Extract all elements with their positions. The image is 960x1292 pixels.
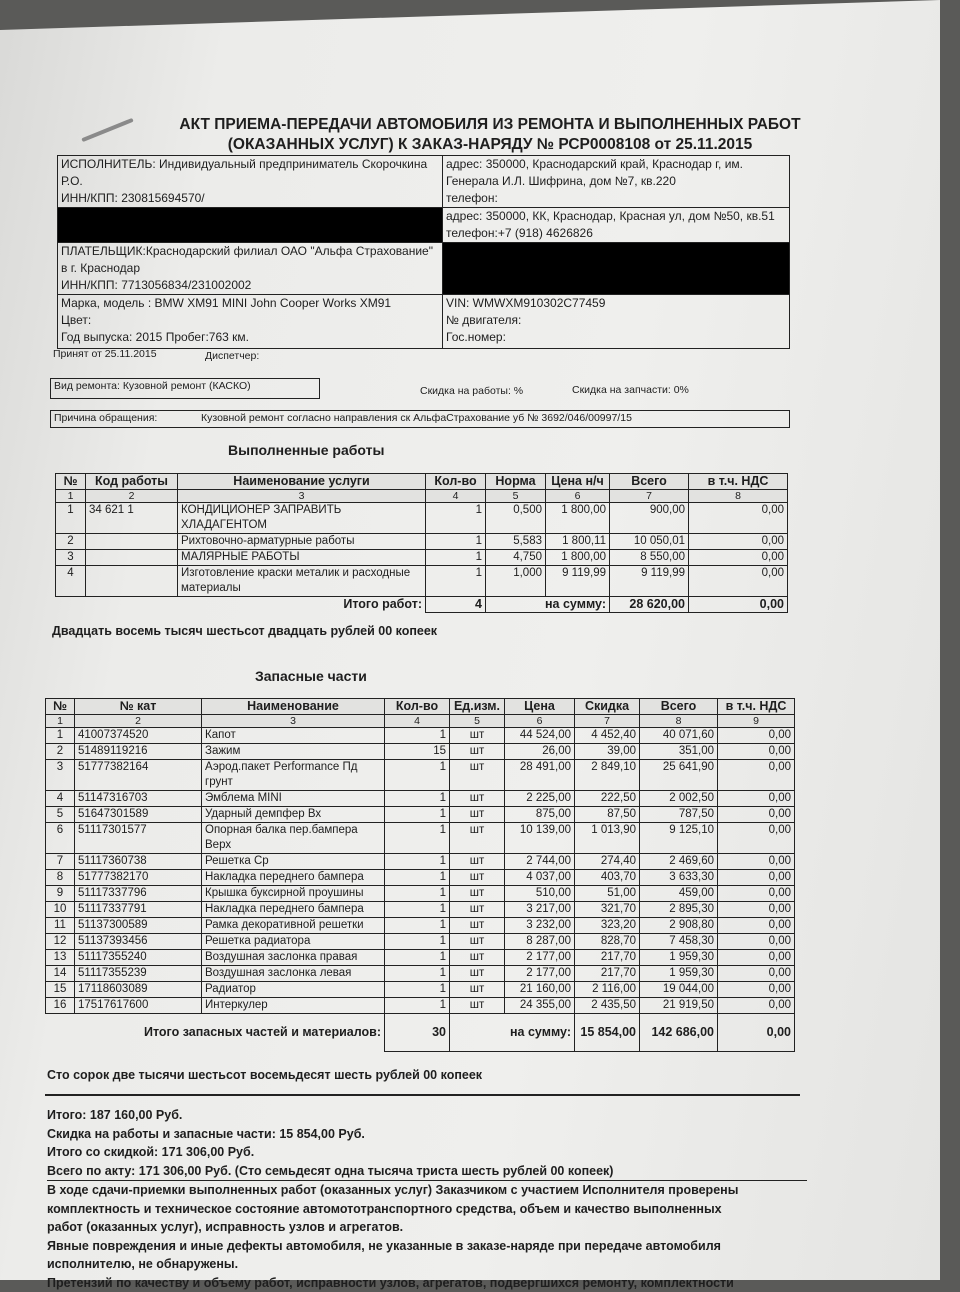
table-cell: 1	[426, 503, 486, 534]
parts-total-label: Итого запасных частей и материалов:	[46, 1014, 385, 1052]
column-number: 7	[575, 715, 640, 728]
column-number: 8	[689, 490, 788, 503]
parts-total-words: Сто сорок две тысячи шестьсот восемьдесят шесть рублей 00 копеек	[47, 1068, 482, 1082]
table-cell: 9 119,99	[610, 566, 689, 597]
works-table	[55, 473, 788, 613]
table-cell: Изготовление краски металик и расходные материалы	[178, 566, 426, 597]
table-cell: Рихтовочно-арматурные работы	[178, 534, 426, 550]
table-row	[46, 918, 795, 934]
table-cell: Крышка буксирной проушины	[202, 886, 385, 902]
table-cell: 39,00	[575, 744, 640, 760]
column-number: 3	[178, 490, 426, 503]
table-cell: 4 452,40	[575, 728, 640, 744]
redacted-payer-details	[443, 243, 790, 295]
table-cell: 21 160,00	[505, 982, 575, 998]
payer-inn: ИНН/КПП: 7713056834/231002002	[61, 277, 439, 294]
table-cell: 1	[385, 728, 450, 744]
reason-label: Причина обращения:	[54, 412, 157, 424]
parts-sum-label: на сумму:	[450, 1014, 575, 1052]
table-cell: шт	[450, 728, 505, 744]
table-cell: 0,00	[718, 807, 795, 823]
table-cell: 2 177,00	[505, 966, 575, 982]
column-header: № кат	[75, 699, 202, 715]
table-cell: 2 908,80	[640, 918, 718, 934]
parts-table	[45, 698, 795, 1052]
table-row	[46, 744, 795, 760]
table-cell: 3 232,00	[505, 918, 575, 934]
table-cell: 51117355239	[75, 966, 202, 982]
table-cell: шт	[450, 998, 505, 1014]
table-cell: 1	[385, 998, 450, 1014]
column-header: Код работы	[86, 474, 178, 490]
table-cell: Накладка переднего бампера	[202, 870, 385, 886]
table-cell: Интеркулер	[202, 998, 385, 1014]
table-cell: 0,00	[718, 744, 795, 760]
table-cell: 12	[46, 934, 75, 950]
client-phone: телефон:+7 (918) 4626826	[446, 225, 786, 242]
works-total-vat: 0,00	[689, 597, 788, 613]
table-cell: Опорная балка пер.бампера Верх	[202, 823, 385, 854]
table-cell: 0,00	[718, 854, 795, 870]
parts-heading: Запасные части	[255, 668, 367, 684]
table-cell: 51117355240	[75, 950, 202, 966]
discount-parts: Скидка на запчасти: 0%	[572, 384, 689, 396]
table-cell: 274,40	[575, 854, 640, 870]
table-cell: 8	[46, 870, 75, 886]
column-header: Наименование услуги	[178, 474, 426, 490]
table-cell: 6	[46, 823, 75, 854]
table-cell: шт	[450, 886, 505, 902]
table-cell: 87,50	[575, 807, 640, 823]
plate-number: Гос.номер:	[446, 329, 786, 346]
column-number: 4	[426, 490, 486, 503]
table-cell: 1	[385, 823, 450, 854]
table-cell: 875,00	[505, 807, 575, 823]
works-total-row	[56, 597, 788, 613]
table-cell: 0,00	[718, 966, 795, 982]
executor-inn: ИНН/КПП: 230815694570/	[61, 190, 439, 207]
table-cell: 8 550,00	[610, 550, 689, 566]
table-cell: 8 287,00	[505, 934, 575, 950]
table-cell: 1	[385, 982, 450, 998]
summary	[47, 1106, 807, 1292]
table-cell: 217,70	[575, 950, 640, 966]
executor: ИСПОЛНИТЕЛЬ: Индивидуальный предприниматель Скорочкина Р.О.	[61, 156, 439, 190]
column-header: Цена н/ч	[546, 474, 610, 490]
column-number: 6	[505, 715, 575, 728]
table-cell: Накладка переднего бампера	[202, 902, 385, 918]
parts-total-qty: 30	[385, 1014, 450, 1052]
divider	[45, 1094, 800, 1096]
table-cell: 2 435,50	[575, 998, 640, 1014]
table-row	[56, 550, 788, 566]
table-cell: шт	[450, 854, 505, 870]
table-cell: 51489119216	[75, 744, 202, 760]
table-cell: 0,00	[718, 902, 795, 918]
table-row	[56, 534, 788, 550]
table-cell: 900,00	[610, 503, 689, 534]
header-row	[56, 474, 788, 490]
table-cell: 1	[385, 886, 450, 902]
column-number: 9	[718, 715, 795, 728]
statement-line: исполнителю, не обнаружены.	[47, 1255, 807, 1274]
table-cell: 9 119,99	[546, 566, 610, 597]
works-total-qty: 4	[426, 597, 486, 613]
info-table	[57, 155, 790, 349]
column-header: Наименование	[202, 699, 385, 715]
table-cell: 1	[46, 728, 75, 744]
table-cell: 51137393456	[75, 934, 202, 950]
table-row	[46, 823, 795, 854]
table-cell: 24 355,00	[505, 998, 575, 1014]
table-cell: шт	[450, 982, 505, 998]
table-cell	[86, 534, 178, 550]
table-cell: 19 044,00	[640, 982, 718, 998]
table-cell: 0,00	[689, 566, 788, 597]
table-cell: 25 641,90	[640, 760, 718, 791]
table-row	[46, 728, 795, 744]
table-cell: 1 800,00	[546, 503, 610, 534]
column-number: 1	[46, 715, 75, 728]
table-cell: 321,70	[575, 902, 640, 918]
table-cell: 1	[426, 550, 486, 566]
table-cell: 10	[46, 902, 75, 918]
table-cell: 1	[385, 902, 450, 918]
statement-line: комплектность и техническое состояние автомототранспортного средства, объем и качество выполненных	[47, 1200, 807, 1219]
table-cell: 2 895,30	[640, 902, 718, 918]
table-cell: шт	[450, 918, 505, 934]
table-cell: шт	[450, 902, 505, 918]
table-cell: 0,00	[718, 870, 795, 886]
column-number: 6	[546, 490, 610, 503]
table-cell: 0,00	[718, 760, 795, 791]
column-number: 5	[450, 715, 505, 728]
works-sum-label: на сумму:	[486, 597, 610, 613]
table-cell: 0,00	[718, 934, 795, 950]
table-cell: 10 139,00	[505, 823, 575, 854]
table-cell: 51777382170	[75, 870, 202, 886]
table-cell: 1	[385, 791, 450, 807]
statement-line: В ходе сдачи-приемки выполненных работ (оказанных услуг) Заказчиком с участием Исполнителя проверены	[47, 1181, 807, 1200]
table-cell: 5,583	[486, 534, 546, 550]
payer-cell	[58, 243, 443, 295]
table-cell: 0,00	[689, 534, 788, 550]
parts-total-vat: 0,00	[718, 1014, 795, 1052]
table-row	[46, 982, 795, 998]
table-cell: шт	[450, 966, 505, 982]
column-number: 2	[86, 490, 178, 503]
table-row	[56, 566, 788, 597]
table-cell: Эмблема MINI	[202, 791, 385, 807]
statement-line: работ (оказанных услуг), исправность узлов и агрегатов.	[47, 1218, 807, 1237]
table-cell: шт	[450, 934, 505, 950]
vehicle-color: Цвет:	[61, 312, 439, 329]
executor-phone: телефон:	[446, 190, 786, 207]
executor-address: адрес: 350000, Краснодарский край, Краснодар г, им. Генерала И.Л. Шифрина, дом №7, кв.220	[446, 156, 786, 190]
column-number: 1	[56, 490, 86, 503]
column-number-row	[46, 715, 795, 728]
accepted-date: Принят от 25.11.2015	[53, 348, 157, 360]
column-number: 7	[610, 490, 689, 503]
table-cell: 51117337796	[75, 886, 202, 902]
table-cell: 459,00	[640, 886, 718, 902]
redacted-client	[58, 208, 443, 243]
table-cell: 15	[385, 744, 450, 760]
table-cell: 1,000	[486, 566, 546, 597]
table-cell: 26,00	[505, 744, 575, 760]
summary-discount: Скидка на работы и запасные части: 15 854,00 Руб.	[47, 1125, 807, 1144]
column-header: №	[56, 474, 86, 490]
table-row	[46, 934, 795, 950]
column-header: Скидка	[575, 699, 640, 715]
table-cell: 16	[46, 998, 75, 1014]
table-row	[46, 760, 795, 791]
table-cell: 1 800,11	[546, 534, 610, 550]
client-address: адрес: 350000, КК, Краснодар, Красная ул, дом №50, кв.51	[446, 208, 786, 225]
table-cell: 828,70	[575, 934, 640, 950]
table-cell: шт	[450, 807, 505, 823]
payer: ПЛАТЕЛЬЩИК:Краснодарский филиал ОАО "Альфа Страхование" в г. Краснодар	[61, 243, 439, 277]
table-cell: 0,00	[689, 550, 788, 566]
column-header: в т.ч. НДС	[718, 699, 795, 715]
table-cell: Зажим	[202, 744, 385, 760]
table-cell: 2 116,00	[575, 982, 640, 998]
table-cell: 51137300589	[75, 918, 202, 934]
table-row	[56, 503, 788, 534]
column-header: Норма	[486, 474, 546, 490]
table-cell: МАЛЯРНЫЕ РАБОТЫ	[178, 550, 426, 566]
parts-total-discount: 15 854,00	[575, 1014, 640, 1052]
table-cell: 41007374520	[75, 728, 202, 744]
table-cell: 403,70	[575, 870, 640, 886]
summary-total: Итого: 187 160,00 Руб.	[47, 1106, 807, 1125]
table-row	[46, 807, 795, 823]
column-header: Кол-во	[426, 474, 486, 490]
table-cell: 13	[46, 950, 75, 966]
vin: VIN: WMWXM910302C77459	[446, 295, 786, 312]
table-cell: 787,50	[640, 807, 718, 823]
table-cell: Воздушная заслонка правая	[202, 950, 385, 966]
works-heading: Выполненные работы	[228, 442, 384, 458]
table-cell: 1	[385, 870, 450, 886]
works-total-sum: 28 620,00	[610, 597, 689, 613]
table-cell: 1	[385, 966, 450, 982]
discount-work: Скидка на работы: %	[420, 385, 523, 397]
table-cell: 7 458,30	[640, 934, 718, 950]
table-cell: 0,00	[718, 886, 795, 902]
reason-text: Кузовной ремонт согласно направления ск АльфаСтрахование уб № 3692/046/00997/15	[201, 412, 632, 424]
summary-act-total: Всего по акту: 171 306,00 Руб. (Сто семьдесят одна тысяча триста шесть рублей 00 копеек)	[47, 1162, 807, 1182]
table-cell: 2	[46, 744, 75, 760]
table-cell: шт	[450, 760, 505, 791]
table-cell: 17517617600	[75, 998, 202, 1014]
table-cell: 2	[56, 534, 86, 550]
vehicle-id-cell	[443, 295, 790, 349]
table-cell	[86, 566, 178, 597]
table-cell: Аэрод.пакет Performance Пд грунт	[202, 760, 385, 791]
column-header: Цена	[505, 699, 575, 715]
column-number: 5	[486, 490, 546, 503]
table-cell: 0,00	[689, 503, 788, 534]
table-cell: 0,00	[718, 918, 795, 934]
vehicle-year: Год выпуска: 2015 Пробег:763 км.	[61, 329, 439, 346]
table-cell: 1	[385, 918, 450, 934]
parts-total-row	[46, 1014, 795, 1052]
column-header: в т.ч. НДС	[689, 474, 788, 490]
table-cell: 217,70	[575, 966, 640, 982]
table-cell: Рамка декоративной решетки	[202, 918, 385, 934]
table-cell: 510,00	[505, 886, 575, 902]
statement-line: Явные повреждения и иные дефекты автомобиля, не указанные в заказе-наряде при передаче автомобиля	[47, 1237, 807, 1256]
table-cell: 1 959,30	[640, 966, 718, 982]
column-header: Кол-во	[385, 699, 450, 715]
table-cell: 4	[56, 566, 86, 597]
vehicle-cell	[58, 295, 443, 349]
table-cell: 1	[385, 854, 450, 870]
table-cell: 51117337791	[75, 902, 202, 918]
table-cell: 3	[46, 760, 75, 791]
table-cell: 1	[385, 950, 450, 966]
table-cell: 2 469,60	[640, 854, 718, 870]
table-cell: 3 217,00	[505, 902, 575, 918]
table-cell: 1	[385, 760, 450, 791]
summary-with-discount: Итого со скидкой: 171 306,00 Руб.	[47, 1143, 807, 1162]
table-row	[46, 902, 795, 918]
works-total-label: Итого работ:	[56, 597, 426, 613]
table-cell: 17118603089	[75, 982, 202, 998]
table-cell: 2 177,00	[505, 950, 575, 966]
table-cell: шт	[450, 791, 505, 807]
table-cell: 15	[46, 982, 75, 998]
table-cell: 2 225,00	[505, 791, 575, 807]
works-total-words: Двадцать восемь тысяч шестьсот двадцать рублей 00 копеек	[52, 624, 437, 638]
executor-address-cell	[443, 156, 790, 208]
table-cell: 0,00	[718, 791, 795, 807]
repair-type: Вид ремонта: Кузовной ремонт (КАСКО)	[50, 378, 320, 399]
table-cell: шт	[450, 870, 505, 886]
column-number: 4	[385, 715, 450, 728]
table-cell: 28 491,00	[505, 760, 575, 791]
column-header: Всего	[610, 474, 689, 490]
table-cell: 0,00	[718, 823, 795, 854]
table-cell: 4 037,00	[505, 870, 575, 886]
table-cell: 1 800,00	[546, 550, 610, 566]
header-row	[46, 699, 795, 715]
table-cell: 9	[46, 886, 75, 902]
table-cell: 2 849,10	[575, 760, 640, 791]
table-cell: Решетка Ср	[202, 854, 385, 870]
table-cell: 222,50	[575, 791, 640, 807]
table-cell: 3 633,30	[640, 870, 718, 886]
table-cell: 51777382164	[75, 760, 202, 791]
table-row	[46, 870, 795, 886]
table-row	[46, 998, 795, 1014]
column-number-row	[56, 490, 788, 503]
table-cell: 9 125,10	[640, 823, 718, 854]
table-cell: 11	[46, 918, 75, 934]
table-cell: 0,500	[486, 503, 546, 534]
statement	[47, 1181, 807, 1292]
table-cell: КОНДИЦИОНЕР ЗАПРАВИТЬ ХЛАДАГЕНТОМ	[178, 503, 426, 534]
table-cell: 0,00	[718, 998, 795, 1014]
table-cell: 351,00	[640, 744, 718, 760]
column-header: Ед.изм.	[450, 699, 505, 715]
table-cell: шт	[450, 744, 505, 760]
table-row	[46, 854, 795, 870]
table-cell: 1	[426, 534, 486, 550]
table-cell: 21 919,50	[640, 998, 718, 1014]
column-header: Всего	[640, 699, 718, 715]
table-cell: 1	[56, 503, 86, 534]
table-cell: 51117301577	[75, 823, 202, 854]
table-cell: шт	[450, 823, 505, 854]
table-cell: 323,20	[575, 918, 640, 934]
table-cell: 3	[56, 550, 86, 566]
table-cell: 51,00	[575, 886, 640, 902]
table-cell	[86, 550, 178, 566]
table-row	[46, 791, 795, 807]
table-cell: 7	[46, 854, 75, 870]
parts-total-sum: 142 686,00	[640, 1014, 718, 1052]
table-cell: 1 959,30	[640, 950, 718, 966]
engine-number: № двигателя:	[446, 312, 786, 329]
table-row	[46, 966, 795, 982]
table-row	[46, 886, 795, 902]
table-cell: 14	[46, 966, 75, 982]
table-cell: 0,00	[718, 950, 795, 966]
table-row	[46, 950, 795, 966]
doc-title-line2: (ОКАЗАННЫХ УСЛУГ) К ЗАКАЗ-НАРЯДУ № РСР0008108 от 25.11.2015	[110, 136, 870, 154]
table-cell: 10 050,01	[610, 534, 689, 550]
table-cell: 4	[46, 791, 75, 807]
table-cell: 5	[46, 807, 75, 823]
table-cell: 2 744,00	[505, 854, 575, 870]
table-cell: 40 071,60	[640, 728, 718, 744]
table-cell: 34 621 1	[86, 503, 178, 534]
statement-line: Претензий по качеству и объему работ, исправности узлов, агрегатов, подвергшихся ремонту, комплектности	[47, 1274, 807, 1292]
table-cell: Ударный демпфер Вх	[202, 807, 385, 823]
table-cell: 4,750	[486, 550, 546, 566]
table-cell: Капот	[202, 728, 385, 744]
client-address-cell	[443, 208, 790, 243]
table-cell: 51117360738	[75, 854, 202, 870]
doc-title-line1: АКТ ПРИЕМА-ПЕРЕДАЧИ АВТОМОБИЛЯ ИЗ РЕМОНТА И ВЫПОЛНЕННЫХ РАБОТ	[110, 116, 870, 134]
table-cell: 2 002,50	[640, 791, 718, 807]
table-cell: 1 013,90	[575, 823, 640, 854]
column-number: 2	[75, 715, 202, 728]
table-cell: шт	[450, 950, 505, 966]
table-cell: 44 524,00	[505, 728, 575, 744]
table-cell: Радиатор	[202, 982, 385, 998]
table-cell: 1	[385, 934, 450, 950]
table-cell: 0,00	[718, 728, 795, 744]
table-cell: Решетка радиатора	[202, 934, 385, 950]
column-header: №	[46, 699, 75, 715]
table-cell: 51147316703	[75, 791, 202, 807]
table-cell: 51647301589	[75, 807, 202, 823]
column-number: 8	[640, 715, 718, 728]
dispatcher: Диспетчер:	[205, 350, 259, 362]
table-cell: Воздушная заслонка левая	[202, 966, 385, 982]
column-number: 3	[202, 715, 385, 728]
table-cell: 1	[426, 566, 486, 597]
table-cell: 0,00	[718, 982, 795, 998]
reason-box	[50, 410, 790, 428]
executor-cell	[58, 156, 443, 208]
vehicle-model: Марка, модель : BMW XM91 MINI John Cooper Works XM91	[61, 295, 439, 312]
table-cell: 1	[385, 807, 450, 823]
